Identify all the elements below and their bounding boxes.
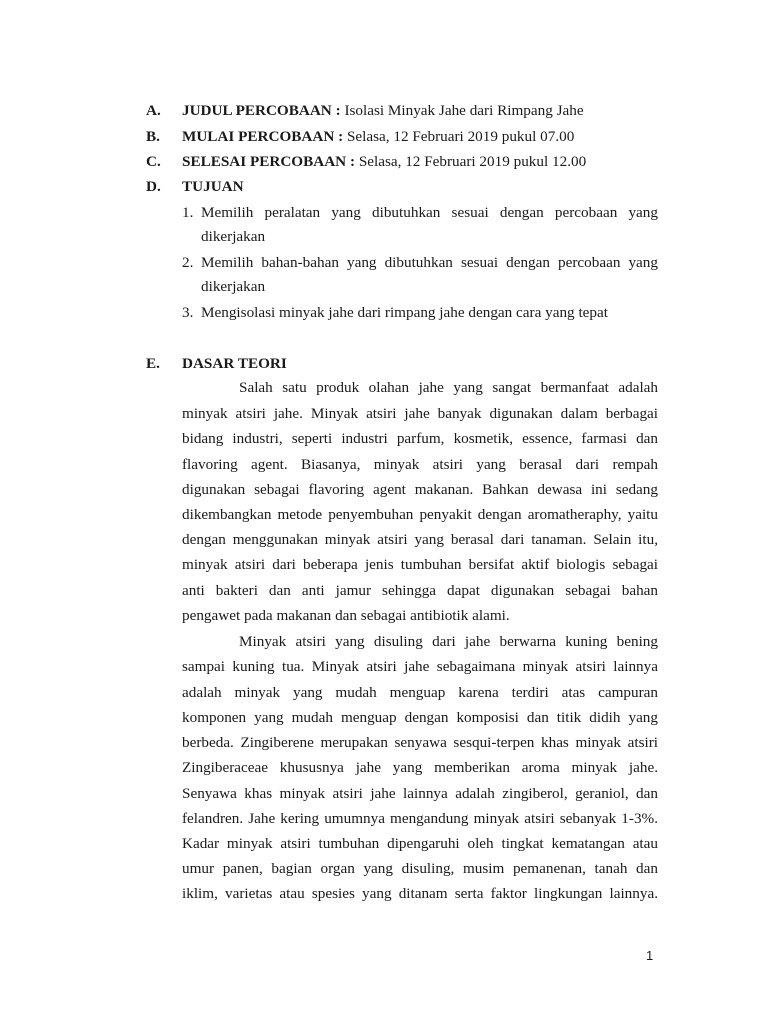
paragraph-line: pengawet pada makanan dan sebagai antibiotik alami. — [182, 607, 510, 624]
paragraph-line: Kadar minyak atsiri tumbuhan dipengaruhi oleh tingkat kematangan atau — [182, 835, 658, 852]
paragraph-line: adalah minyak yang mudah menguap karena terdiri atas campuran — [182, 684, 658, 701]
paragraph-line: dengan menggunakan minyak atsiri yang berasal dari tanaman. Selain itu, — [182, 531, 658, 548]
section-letter: B. — [146, 128, 160, 145]
paragraph-line: komponen yang mudah menguap dengan komposisi dan titik didih yang — [182, 709, 658, 726]
paragraph-line: felandren. Jahe kering umumnya mengandung minyak atsiri sebanyak 1-3%. — [182, 810, 658, 827]
paragraph-line: bidang industri, seperti industri parfum, kosmetik, essence, farmasi dan — [182, 430, 658, 447]
section-label: JUDUL PERCOBAAN : — [182, 102, 341, 119]
paragraph-line: dikembangkan metode penyembuhan penyakit dengan aromatheraphy, yaitu — [182, 506, 658, 523]
item-text: Memilih bahan-bahan yang dibutuhkan sesuai dengan percobaan yang — [201, 254, 658, 271]
section-b-line — [182, 128, 574, 146]
section-value: Selasa, 12 Februari 2019 pukul 07.00 — [343, 128, 575, 145]
item-text: dikerjakan — [201, 278, 266, 295]
paragraph-line: anti bakteri dan anti jamur sehingga dapat digunakan sebagai bahan — [182, 582, 658, 599]
section-a-line — [182, 102, 584, 120]
section-letter: C. — [146, 153, 161, 170]
paragraph-line: digunakan sebagai flavoring agent makanan. Bahkan dewasa ini sedang — [182, 481, 658, 498]
paragraph-line: sampai kuning tua. Minyak atsiri jahe sebagaimana minyak atsiri lainnya — [182, 658, 658, 675]
paragraph-line: Minyak atsiri yang disuling dari jahe berwarna kuning bening — [239, 633, 658, 650]
section-letter: D. — [146, 178, 161, 195]
paragraph-line: minyak atsiri dari beberapa jenis tumbuhan bersifat aktif biologis sebagai — [182, 556, 658, 573]
item-number: 1. — [182, 204, 194, 221]
item-number: 3. — [182, 304, 194, 321]
section-label: TUJUAN — [182, 178, 244, 195]
paragraph-line: Senyawa khas minyak atsiri jahe lainnya adalah zingiberol, geraniol, dan — [182, 785, 658, 802]
section-letter: E. — [146, 355, 160, 372]
page-number: 1 — [646, 948, 654, 963]
paragraph-line: minyak atsiri jahe. Minyak atsiri jahe banyak digunakan dalam berbagai — [182, 405, 658, 422]
paragraph-line: umur panen, bagian organ yang disuling, musim pemanenan, tanah dan — [182, 860, 658, 877]
section-letter: A. — [146, 102, 161, 119]
section-c-line — [182, 153, 586, 171]
paragraph-line: flavoring agent. Biasanya, minyak atsiri yang berasal dari rempah — [182, 456, 658, 473]
section-value: Isolasi Minyak Jahe dari Rimpang Jahe — [340, 102, 584, 119]
item-text: Memilih peralatan yang dibutuhkan sesuai dengan percobaan yang — [201, 204, 658, 221]
item-text: Mengisolasi minyak jahe dari rimpang jahe dengan cara yang tepat — [201, 304, 608, 321]
item-number: 2. — [182, 254, 194, 271]
section-label: DASAR TEORI — [182, 355, 287, 372]
item-text: dikerjakan — [201, 228, 266, 245]
paragraph-line: berbeda. Zingiberene merupakan senyawa sesqui-terpen khas minyak atsiri — [182, 734, 658, 751]
paragraph-line: Zingiberaceae khususnya jahe yang memberikan aroma minyak jahe. — [182, 759, 658, 776]
paragraph-line: iklim, varietas atau spesies yang ditanam serta faktor lingkungan lainnya. — [182, 885, 658, 902]
section-label: SELESAI PERCOBAAN : — [182, 153, 356, 170]
section-label: MULAI PERCOBAAN : — [182, 128, 344, 145]
paragraph-line: Salah satu produk olahan jahe yang sangat bermanfaat adalah — [239, 379, 658, 396]
section-value: Selasa, 12 Februari 2019 pukul 12.00 — [355, 153, 587, 170]
